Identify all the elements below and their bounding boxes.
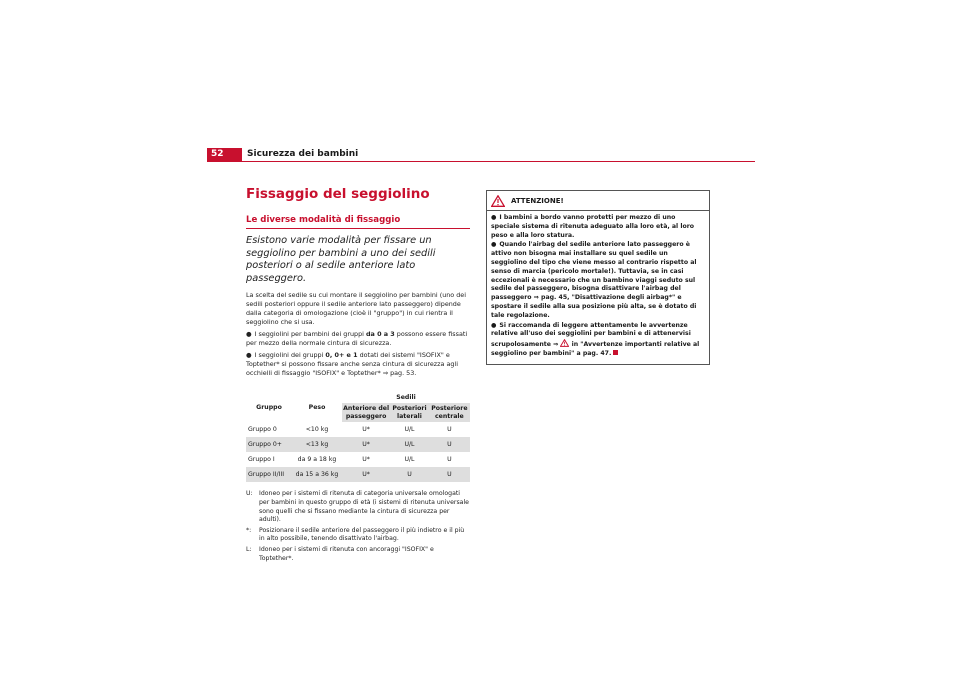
body-paragraph: La scelta del sedile su cui montare il seggiolino per bambini (uno dei sedili posteriori oppure il sedile anteriore lato passeggero) dipende dalla categoria di omologazione (cioè il "gruppo") in cui rientra il seggiolino che si usa. bbox=[246, 291, 466, 327]
bullet-icon: ● bbox=[246, 330, 252, 339]
header-front: Anteriore del passeggero bbox=[342, 403, 390, 422]
table-row bbox=[246, 422, 470, 437]
cell-front: U* bbox=[342, 467, 390, 482]
note-item bbox=[246, 490, 470, 524]
warning-text: Si raccomanda di leggere attentamente le avvertenze relative all'uso dei seggiolini per bambini e di attenervisi scrupolosamente ⇒ bbox=[491, 321, 691, 349]
table-notes bbox=[246, 490, 470, 563]
page-header bbox=[207, 148, 755, 161]
note-text: Idoneo per i sistemi di ritenuta di categoria universale omologati per bambini in questo gruppo di età (i sistemi di ritenuta universale sono quelli che si fissano mediante la cintura di sicurezza per adulti). bbox=[259, 490, 469, 524]
bullet-text: possono essere fissati per mezzo della normale cintura di sicurezza. bbox=[246, 330, 468, 348]
cell-group: Gruppo 0+ bbox=[246, 437, 292, 452]
warning-item bbox=[491, 241, 705, 320]
bullet-text: dotati dei sistemi "ISOFIX" e Toptether* si possono fissare anche senza cintura di sicurezza agli occhielli di fissaggio "ISOFIX" e Toptether* ⇒ pag. 53. bbox=[246, 351, 458, 378]
section-title: Fissaggio del seggiolino bbox=[246, 186, 430, 202]
bullet-item bbox=[246, 351, 470, 378]
header-seats: Sedili bbox=[342, 392, 470, 403]
page-number: 52 bbox=[207, 148, 242, 161]
cell-weight: <10 kg bbox=[292, 422, 342, 437]
warning-text: I bambini a bordo vanno protetti per mezzo di uno speciale sistema di ritenuta adeguato alla loro età, al loro peso e alla loro statura. bbox=[491, 214, 694, 239]
cell-group: Gruppo 0 bbox=[246, 422, 292, 437]
bullet-icon: ● bbox=[491, 214, 497, 221]
cell-front: U* bbox=[342, 437, 390, 452]
cell-group: Gruppo II/III bbox=[246, 467, 292, 482]
cell-front: U* bbox=[342, 422, 390, 437]
main-column bbox=[246, 186, 470, 565]
note-text: Posizionare il sedile anteriore del passeggero il più indietro e il più in alto possibile, tenendo disattivato l'airbag. bbox=[259, 526, 465, 543]
note-text: Idoneo per i sistemi di ritenuta con ancoraggi "ISOFIX" e Toptether*. bbox=[259, 545, 434, 562]
section-subtitle: Le diverse modalità di fissaggio bbox=[246, 215, 470, 229]
warning-text: Quando l'airbag del sedile anteriore lato passeggero è attivo non bisogna mai installare su quel sedile un seggiolino del tipo che viene messo al contrario rispetto al senso di marcia (pericolo mortale!). Tuttavia, se in casi eccezionali è necessario che un bambino viaggi seduto sul sedile del passeggero, bisogna disattivare l'airbag del passeggero ⇒ pag. 45, "Disattivazione degli airbag*" e spostare il sedile alla sua posizione più alta, se è dotato di tale regolazione. bbox=[491, 241, 697, 319]
bullet-icon: ● bbox=[491, 241, 497, 249]
bullet-icon: ● bbox=[491, 321, 497, 329]
cell-front: U* bbox=[342, 452, 390, 467]
cell-group: Gruppo I bbox=[246, 452, 292, 467]
warning-item bbox=[491, 322, 705, 359]
bullet-text: I seggiolini per bambini dei gruppi bbox=[254, 330, 366, 339]
bullet-emphasis: da 0 a 3 bbox=[365, 330, 395, 339]
bullet-item bbox=[246, 330, 470, 348]
warning-header bbox=[491, 194, 705, 208]
note-key: L: bbox=[246, 545, 252, 553]
cell-side: U/L bbox=[390, 437, 429, 452]
table-row bbox=[246, 437, 470, 452]
warning-item bbox=[491, 214, 705, 240]
warning-divider bbox=[487, 210, 709, 211]
header-weight: Peso bbox=[292, 392, 342, 422]
header-rear-center: Posteriore centrale bbox=[429, 403, 470, 422]
warning-text: in "Avvertenze importanti relative al seggiolino per bambini" a pag. 47. bbox=[491, 341, 700, 357]
bullet-text: I seggiolini dei gruppi bbox=[254, 351, 326, 360]
seat-table bbox=[246, 392, 470, 482]
cell-weight: <13 kg bbox=[292, 437, 342, 452]
chapter-title: Sicurezza dei bambini bbox=[247, 149, 359, 159]
cell-center: U bbox=[429, 422, 470, 437]
header-group: Gruppo bbox=[246, 392, 292, 422]
note-key: U: bbox=[246, 490, 253, 498]
cell-side: U/L bbox=[390, 422, 429, 437]
table-row bbox=[246, 467, 470, 482]
cell-weight: da 9 a 18 kg bbox=[292, 452, 342, 467]
warning-title: ATTENZIONE! bbox=[511, 197, 564, 205]
cell-center: U bbox=[429, 452, 470, 467]
bullet-icon: ● bbox=[246, 351, 252, 360]
table-header-row bbox=[246, 392, 470, 403]
cell-side: U bbox=[390, 467, 429, 482]
header-rear-side: Posteriori laterali bbox=[390, 403, 429, 422]
lead-paragraph: Esistono varie modalità per fissare un seggiolino per bambini a uno dei sedili posteriori o al sedile anteriore lato passeggero. bbox=[246, 235, 436, 284]
cell-weight: da 15 a 36 kg bbox=[292, 467, 342, 482]
header-divider bbox=[207, 161, 755, 162]
warning-box bbox=[486, 190, 710, 365]
cell-center: U bbox=[429, 467, 470, 482]
note-item bbox=[246, 527, 470, 544]
table-row bbox=[246, 452, 470, 467]
note-item bbox=[246, 546, 470, 563]
cell-center: U bbox=[429, 437, 470, 452]
cell-side: U/L bbox=[390, 452, 429, 467]
end-mark-icon bbox=[613, 350, 618, 355]
note-key: *: bbox=[246, 526, 252, 534]
warning-triangle-icon bbox=[491, 195, 505, 207]
bullet-emphasis: 0, 0+ e 1 bbox=[325, 351, 358, 360]
